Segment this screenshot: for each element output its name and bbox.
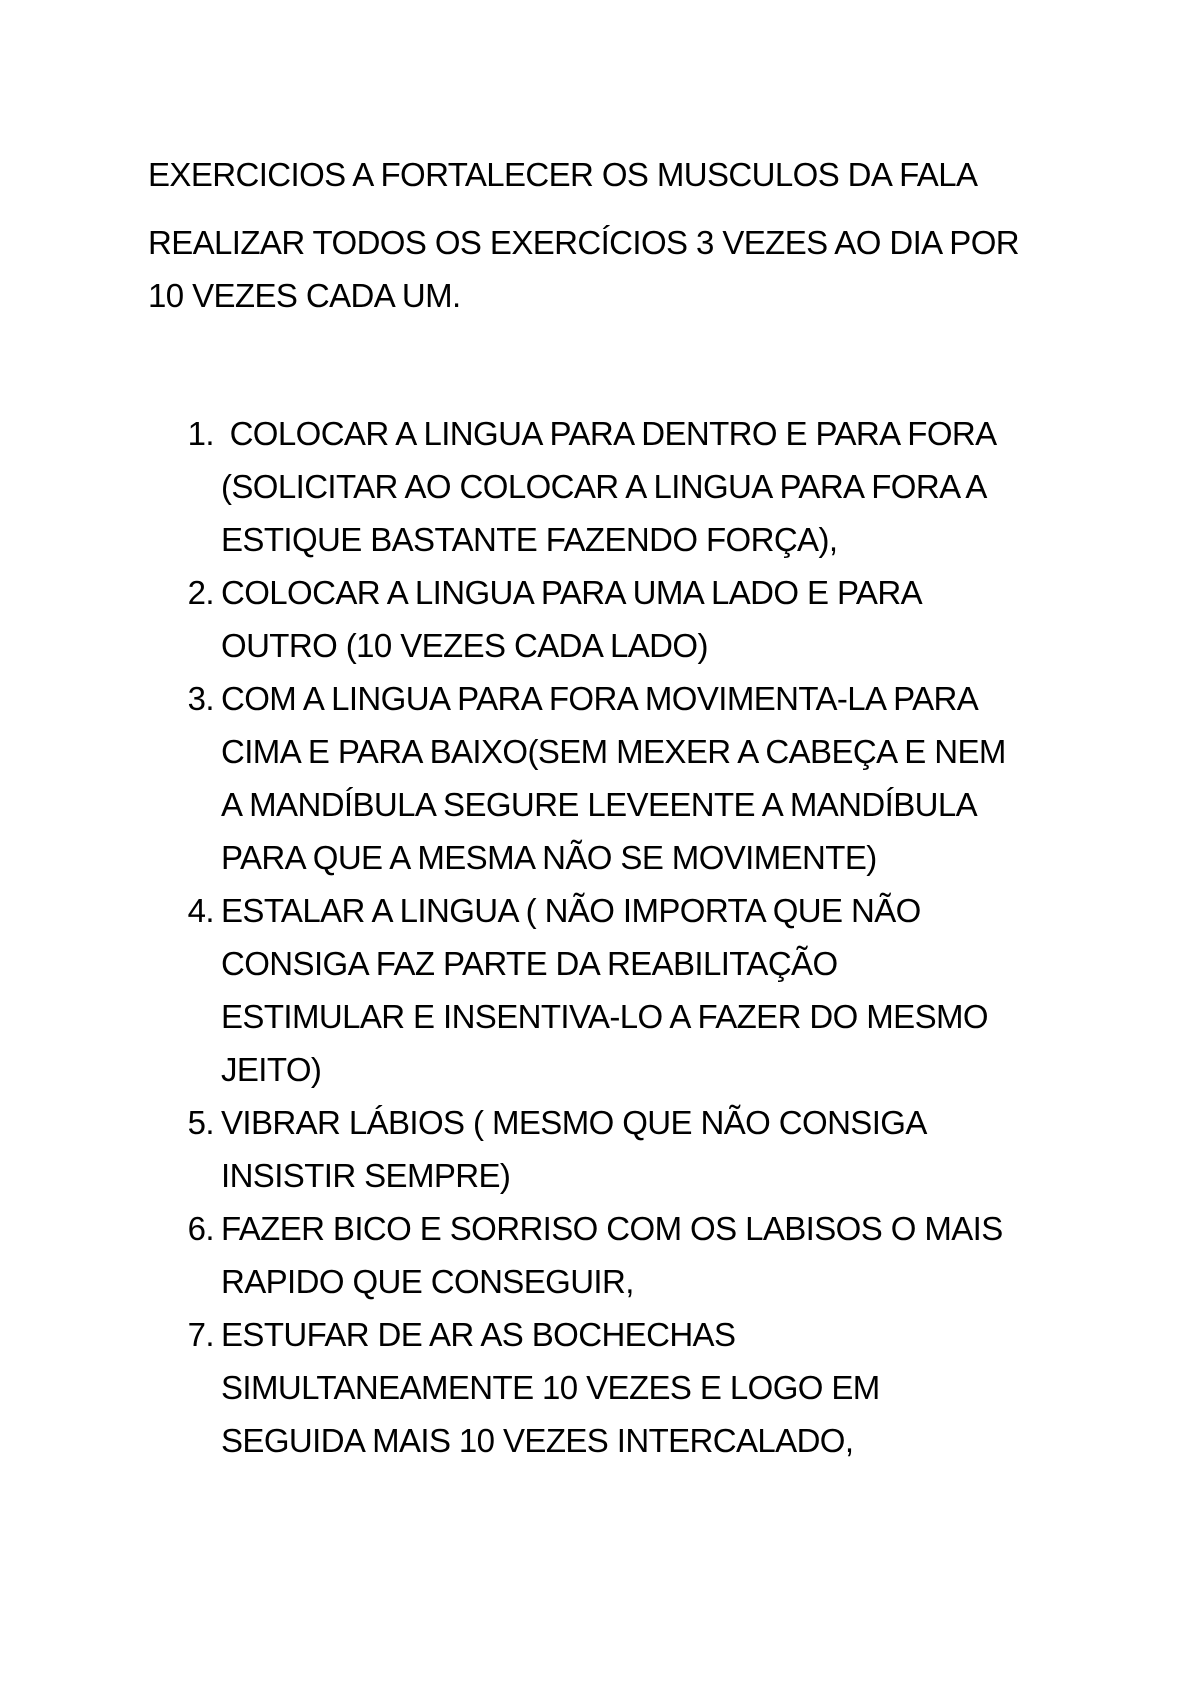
exercise-line: ESTUFAR DE AR AS BOCHECHAS — [221, 1316, 736, 1353]
exercise-number: 3. — [187, 680, 214, 717]
exercise-number: 4. — [187, 892, 214, 929]
exercise-line: FAZER BICO E SORRISO COM OS LABISOS O MAIS — [221, 1210, 1003, 1247]
exercise-item-1 — [168, 407, 1088, 566]
exercise-item-5 — [168, 1096, 1088, 1202]
instruction-line: 10 VEZES CADA UM. — [148, 277, 461, 314]
exercise-line: VIBRAR LÁBIOS ( MESMO QUE NÃO CONSIGA — [221, 1104, 927, 1141]
exercise-line: COLOCAR A LINGUA PARA DENTRO E PARA FORA — [221, 415, 997, 452]
exercise-line: ESTIMULAR E INSENTIVA-LO A FAZER DO MESMO — [221, 998, 988, 1035]
exercise-item-3 — [168, 672, 1088, 884]
exercise-line: SEGUIDA MAIS 10 VEZES INTERCALADO, — [221, 1422, 854, 1459]
exercise-item-2 — [168, 566, 1088, 672]
exercise-line: RAPIDO QUE CONSEGUIR, — [221, 1263, 634, 1300]
exercise-item-4 — [168, 884, 1088, 1096]
exercise-line: A MANDÍBULA SEGURE LEVEENTE A MANDÍBULA — [221, 786, 978, 823]
exercise-number: 1. — [187, 415, 214, 452]
exercise-item-7 — [168, 1308, 1088, 1467]
exercise-line: JEITO) — [221, 1051, 322, 1088]
exercise-line: COLOCAR A LINGUA PARA UMA LADO E PARA — [221, 574, 922, 611]
exercise-line: ESTALAR A LINGUA ( NÃO IMPORTA QUE NÃO — [221, 892, 921, 929]
exercise-line: CONSIGA FAZ PARTE DA REABILITAÇÃO — [221, 945, 838, 982]
exercise-item-6 — [168, 1202, 1088, 1308]
exercise-number: 6. — [187, 1210, 214, 1247]
exercise-list — [168, 407, 1088, 1467]
exercise-line: CIMA E PARA BAIXO(SEM MEXER A CABEÇA E NEM — [221, 733, 1006, 770]
exercise-line: SIMULTANEAMENTE 10 VEZES E LOGO EM — [221, 1369, 880, 1406]
document-title: EXERCICIOS A FORTALECER OS MUSCULOS DA FALA — [148, 156, 978, 193]
exercise-line: (SOLICITAR AO COLOCAR A LINGUA PARA FORA A — [221, 468, 987, 505]
exercise-number: 7. — [187, 1316, 214, 1353]
exercise-line: PARA QUE A MESMA NÃO SE MOVIMENTE) — [221, 839, 877, 876]
instruction-line: REALIZAR TODOS OS EXERCÍCIOS 3 VEZES AO DIA POR — [148, 224, 1020, 261]
exercise-line: OUTRO (10 VEZES CADA LADO) — [221, 627, 708, 664]
exercise-number: 2. — [187, 574, 214, 611]
exercise-line: COM A LINGUA PARA FORA MOVIMENTA-LA PARA — [221, 680, 979, 717]
exercise-line: ESTIQUE BASTANTE FAZENDO FORÇA), — [221, 521, 838, 558]
instruction-paragraph — [148, 216, 1068, 322]
exercise-number: 5. — [187, 1104, 214, 1141]
exercise-line: INSISTIR SEMPRE) — [221, 1157, 511, 1194]
